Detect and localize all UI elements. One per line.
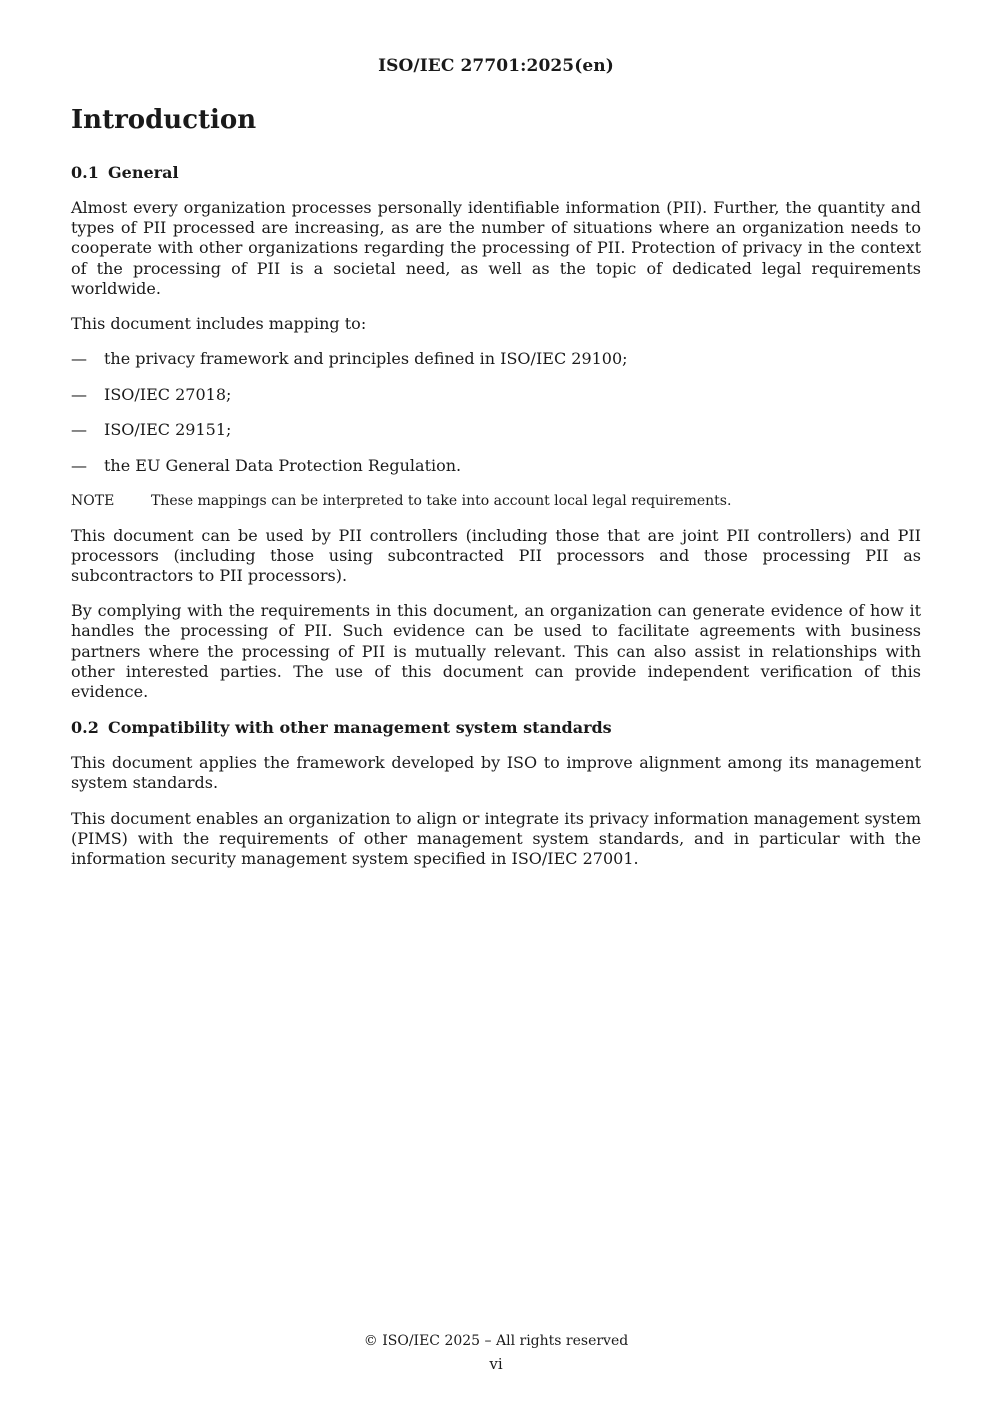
- section-heading-0-1: [71, 162, 921, 184]
- note: [71, 492, 921, 510]
- paragraph: Almost every organization processes personally identifiable information (PII). Further, the quantity and types of PII processed are increasing, as are the number of situations where an organization needs to cooperate with other organizations regarding the processing of PII. Protection of privacy in the context of the processing of PII is a societal need, as well as the topic of dedicated legal requirements worldwide.: [71, 198, 921, 298]
- list-item: [71, 349, 921, 369]
- section-title: Compatibility with other management system standards: [108, 718, 612, 738]
- mapping-list: [71, 349, 921, 476]
- paragraph: This document includes mapping to:: [71, 314, 367, 334]
- page-content: [71, 102, 921, 884]
- section-title: General: [108, 163, 179, 182]
- paragraph: This document can be used by PII controllers (including those that are joint PII controllers) and PII processors (including those using subcontracted PII processors and those processing PII as subcontractors to PII processors).: [71, 525, 921, 585]
- dash-marker: —: [71, 349, 87, 369]
- list-item-text: ISO/IEC 27018;: [104, 384, 232, 404]
- list-item: [71, 385, 921, 405]
- note-label: NOTE: [71, 492, 115, 509]
- list-item: [71, 456, 921, 476]
- section-number: 0.1: [71, 163, 99, 182]
- section-number: 0.2: [71, 718, 99, 738]
- paragraph: This document applies the framework developed by ISO to improve alignment among its management system standards.: [71, 753, 921, 793]
- dash-marker: —: [71, 384, 87, 404]
- list-item-text: ISO/IEC 29151;: [104, 420, 232, 440]
- dash-marker: —: [71, 456, 87, 475]
- note-text: These mappings can be interpreted to take into account local legal requirements.: [151, 492, 732, 509]
- dash-marker: —: [71, 420, 87, 440]
- paragraph: By complying with the requirements in this document, an organization can generate evidence of how it handles the processing of PII. Such evidence can be used to facilitate agreements with business partners where the processing of PII is mutually relevant. This can also assist in relationships with other interested parties. The use of this document can provide independent verification of this evidence.: [71, 601, 921, 702]
- list-item: [71, 420, 921, 440]
- list-item-text: the EU General Data Protection Regulation.: [104, 456, 462, 475]
- document-header: ISO/IEC 27701:2025(en): [378, 56, 614, 76]
- copyright-notice: © ISO/IEC 2025 – All rights reserved: [363, 1333, 629, 1349]
- list-item-text: the privacy framework and principles defined in ISO/IEC 29100;: [104, 349, 628, 369]
- paragraph: This document enables an organization to align or integrate its privacy information management system (PIMS) with the requirements of other management system standards, and in particular with the information security management system specified in ISO/IEC 27001.: [71, 808, 921, 869]
- page-number: vi: [489, 1355, 503, 1373]
- section-heading-0-2: [71, 717, 921, 739]
- page-title: Introduction: [71, 105, 257, 135]
